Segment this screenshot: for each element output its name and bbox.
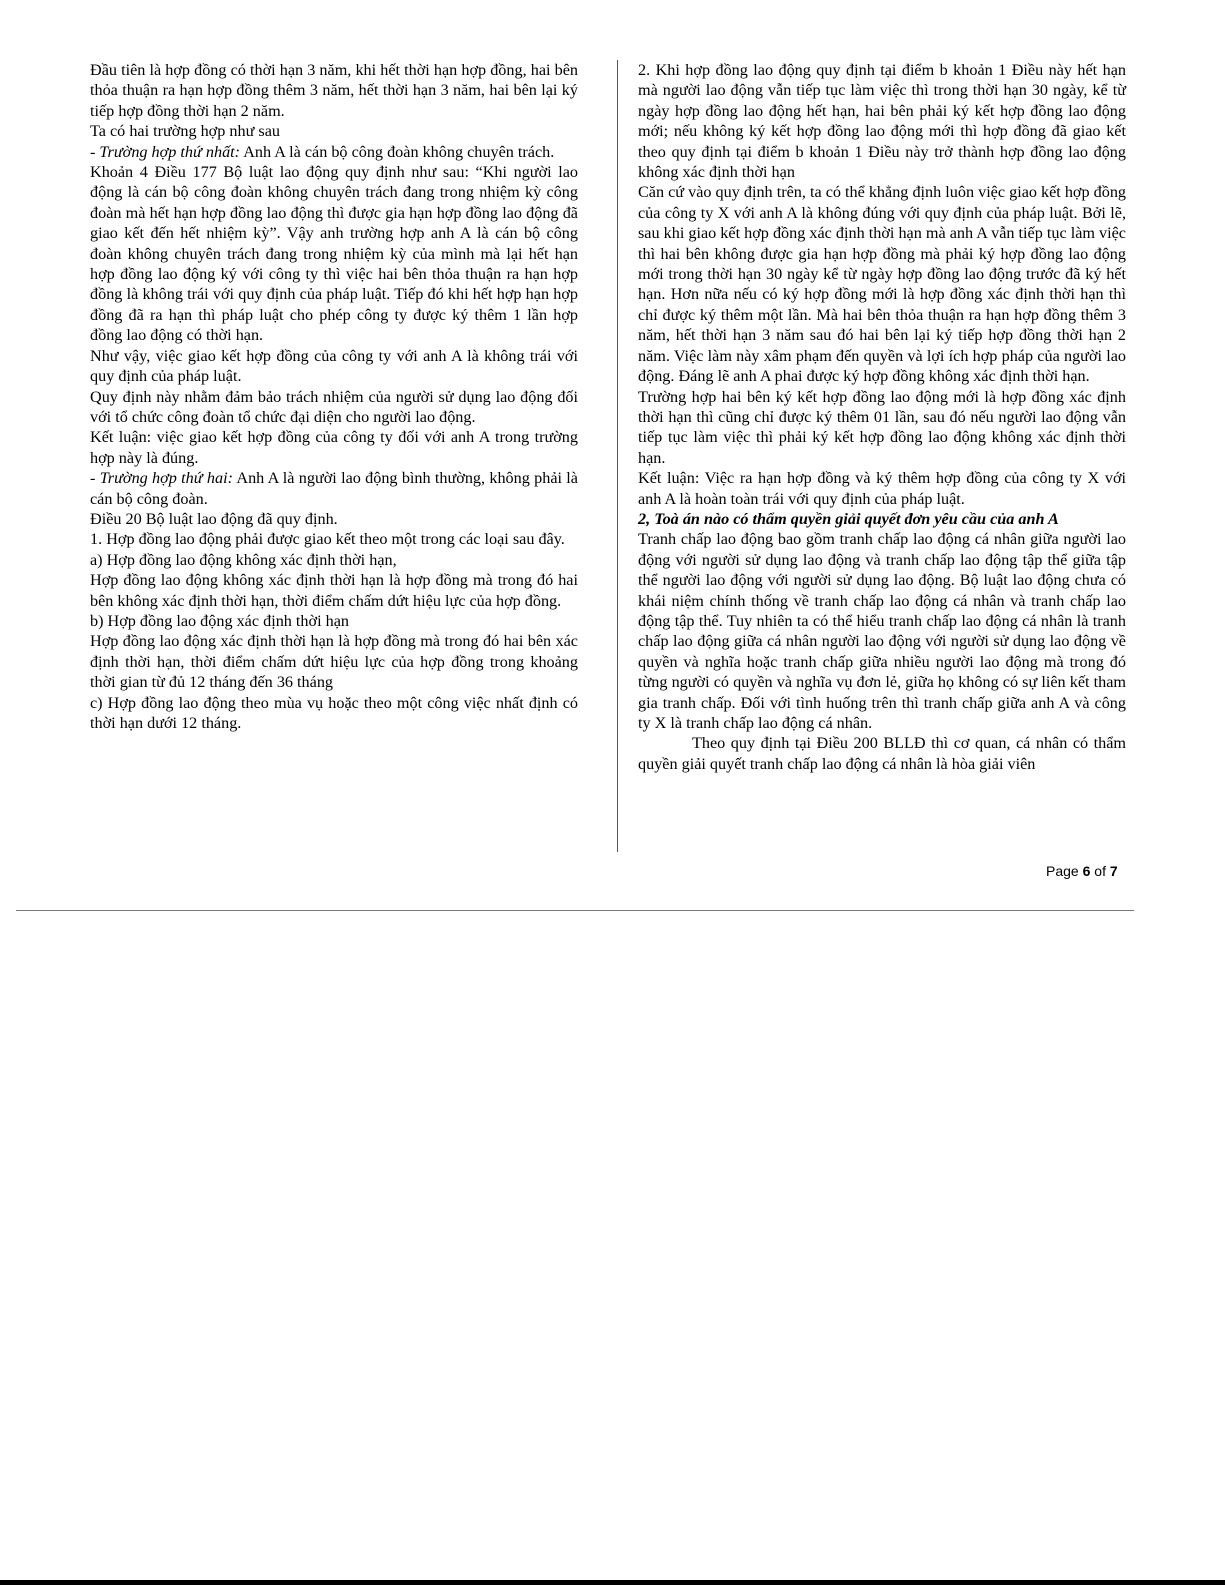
paragraph: Quy định này nhằm đảm bảo trách nhiệm của người sử dụng lao động đối với tổ chức công đoàn tổ chức đại diện cho người lao động. [90,387,578,426]
column-divider [617,60,618,852]
section-heading: 2, Toà án nào có thẩm quyền giải quyết đơn yêu cầu của anh A [638,509,1059,528]
paragraph: Trường hợp hai bên ký kết hợp đồng lao động mới là hợp đồng xác định thời hạn thì cũng chỉ được ký thêm 01 lần, sau đó nếu người lao động vẫn tiếp tục làm việc thì phải ký kết hợp đồng lao động không xác định thời hạn. [638,387,1126,467]
paragraph: Hợp đồng lao động xác định thời hạn là hợp đồng mà trong đó hai bên xác định thời hạn, thời điểm chấm dứt hiệu lực của hợp đồng trong khoảng thời gian từ đủ 12 tháng đến 36 tháng [90,632,578,692]
page-separator [16,910,1134,911]
paragraph: 2. Khi hợp đồng lao động quy định tại điểm b khoản 1 Điều này hết hạn mà người lao động vẫn tiếp tục làm việc thì trong thời hạn 30 ngày, kể từ ngày hợp đồng lao động hết hạn, hai bên phải ký kết hợp đồng lao động mới; nếu không ký kết hợp đồng lao động mới thì hợp đồng đã giao kết theo quy định tại điểm b khoản 1 Điều này trở thành hợp đồng lao động không xác định thời hạn [638,61,1126,182]
paragraph: Tranh chấp lao động bao gồm tranh chấp lao động cá nhân giữa người lao động với người sử dụng lao động và tranh chấp lao động tập thể giữa tập thể người lao động với người sử dụng lao động. Bộ luật lao động chưa có khái niệm chính thống về tranh chấp lao động cá nhân và tranh chấp lao động tập thể. Tuy nhiên ta có thể hiểu tranh chấp lao động cá nhân là tranh chấp lao động giữa cá nhân người lao động với người sử dụng lao động về quyền và nghĩa hoặc tranh chấp giữa nhiều người lao động mà trong đó từng người có quyền và nghĩa vụ đơn lẻ, giữa họ không có sự liên kết tham gia tranh chấp. Đối với tình huống trên thì tranh chấp giữa anh A và công ty X là tranh chấp lao động cá nhân. [638,530,1126,732]
paragraph: Hợp đồng lao động không xác định thời hạn là hợp đồng mà trong đó hai bên không xác định thời hạn, thời điểm chấm dứt hiệu lực của hợp đồng. [90,571,578,610]
case-text: Anh A là cán bộ công đoàn không chuyên trách. [240,142,555,161]
paragraph: Căn cứ vào quy định trên, ta có thể khẳng định luôn việc giao kết hợp đồng của công ty X với anh A là không đúng với quy định của pháp luật. Bởi lẽ, sau khi giao kết hợp đồng xác định thời hạn mà anh A vẫn tiếp tục làm việc thì hai bên không được gia hạn hợp đồng mà phải ký hợp đồng lao động mới trong thời hạn 30 ngày kể từ ngày hợp đồng lao động trước đã ký hết hạn. Hơn nữa nếu có ký hợp đồng mới là hợp đồng xác định thời hạn thì chỉ được ký thêm một lần. Mà hai bên thỏa thuận ra hạn hợp đồng thêm 3 năm, hết thời hạn 3 năm sau đó hai bên lại ký tiếp hợp đồng thời hạn 2 năm. Việc làm này xâm phạm đến quyền và lợi ích hợp pháp của người lao động. Đáng lẽ anh A phai được ký hợp đồng không xác định thời hạn. [638,183,1127,386]
case-lead: - Trường hợp thứ nhất: [90,142,241,161]
paragraph: Kết luận: việc giao kết hợp đồng của công ty đối với anh A trong trường hợp này là đúng. [90,428,578,467]
current-page: 6 [1082,863,1091,879]
paragraph: Đầu tiên là hợp đồng có thời hạn 3 năm, khi hết thời hạn hợp đồng, hai bên thỏa thuận ra hạn hợp đồng thêm 3 năm, hết thời hạn 3 năm, hai bên lại ký tiếp hợp đồng thời hạn 2 năm. [90,61,578,120]
paragraph: Điều 20 Bộ luật lao động đã quy định. [90,509,338,528]
paragraph: Như vậy, việc giao kết hợp đồng của công ty với anh A là không trái với quy định của pháp luật. [90,346,578,386]
bottom-edge-bar [0,1580,1225,1585]
page-number: Page 6 of 7 [1046,863,1118,879]
case-lead: - Trường hợp thứ hai: [90,469,233,488]
total-pages: 7 [1109,863,1118,879]
paragraph-case-1 [90,142,578,162]
paragraph: Theo quy định tại Điều 200 BLLĐ thì cơ quan, cá nhân có thẩm quyền giải quyết tranh chấp lao động cá nhân là hòa giải viên [638,734,1126,773]
right-column [638,60,1126,774]
paragraph: Kết luận: Việc ra hạn hợp đồng và ký thêm hợp đồng của công ty X với anh A là hoàn toàn trái với quy định của pháp luật. [638,469,1126,508]
paragraph: 1. Hợp đồng lao động phải được giao kết theo một trong các loại sau đây. [90,530,565,549]
left-column [90,60,578,733]
paragraph: b) Hợp đồng lao động xác định thời hạn [90,611,349,630]
paragraph: c) Hợp đồng lao động theo mùa vụ hoặc theo một công việc nhất định có thời hạn dưới 12 tháng. [90,693,578,732]
paragraph: Khoản 4 Điều 177 Bộ luật lao động quy định như sau: “Khi người lao động là cán bộ công đoàn không chuyên trách đang trong nhiệm kỳ công đoàn mà hết hạn hợp đồng lao động thì được gia hạn hợp đồng lao động đã giao kết đến hết nhiệm kỳ”. Vậy anh trường hợp anh A là cán bộ công đoàn không chuyên trách đang trong nhiệm kỳ của mình mà lại hết hạn hợp đồng lao động ký với công ty thì việc hai bên thỏa thuận ra hạn hợp đồng là không trái với quy định của pháp luật. Tiếp đó khi hết hợp hạn hợp đồng đã ra hạn thì pháp luật cho phép công ty được ký thêm 1 lần hợp đồng lao động có thời hạn. [90,163,578,345]
paragraph-case-2 [90,468,578,509]
paragraph: Ta có hai trường hợp như sau [90,122,280,141]
case-text: Anh A là người lao động bình thường, không phải là cán bộ công đoàn. [90,469,578,508]
paragraph: a) Hợp đồng lao động không xác định thời hạn, [90,550,397,569]
